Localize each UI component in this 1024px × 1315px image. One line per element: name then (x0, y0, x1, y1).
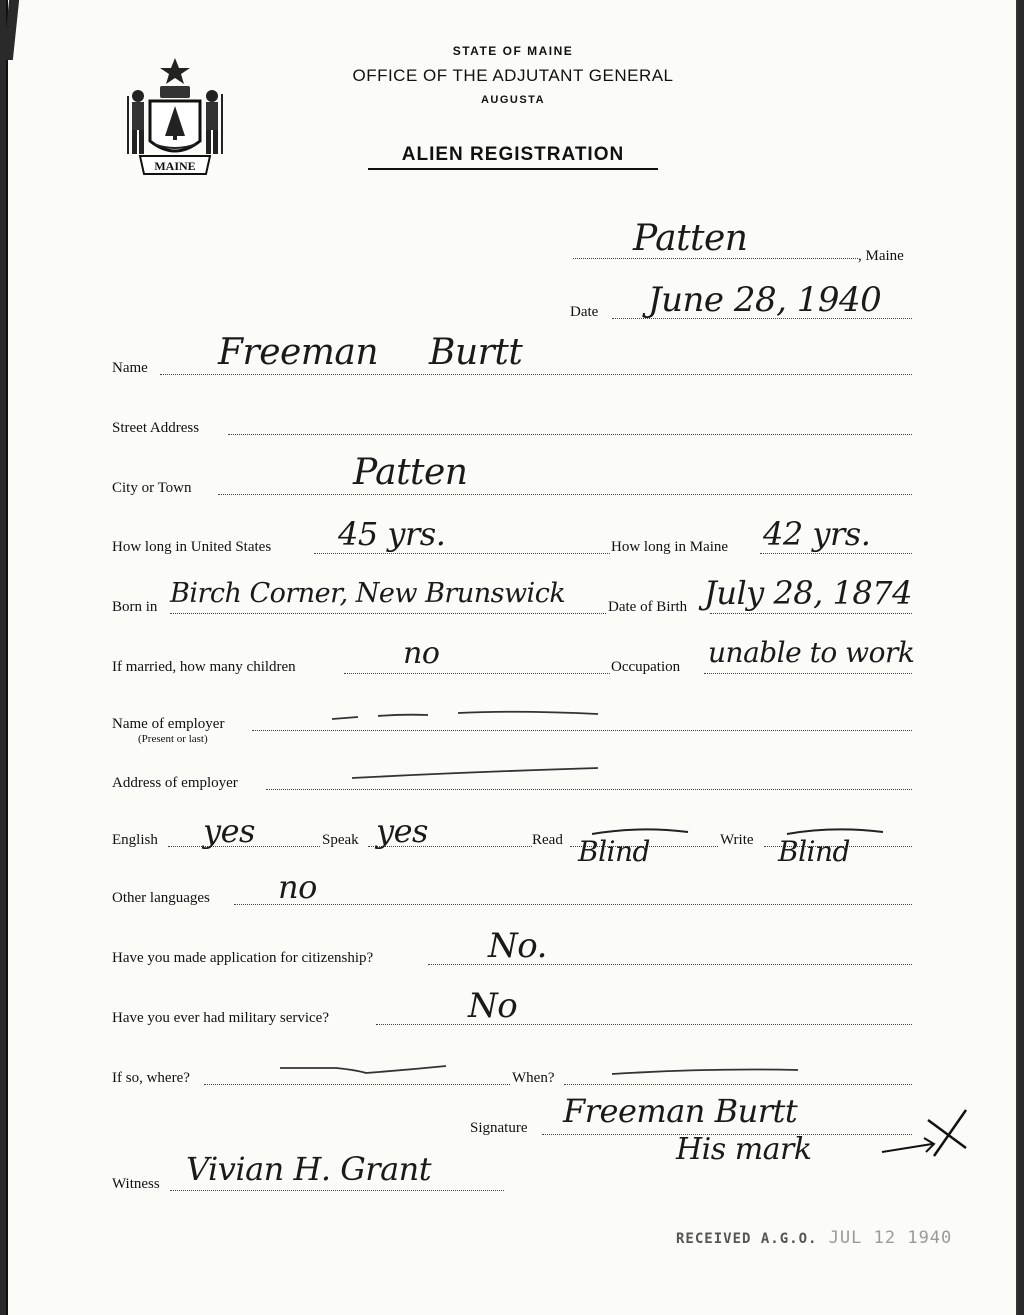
children-line (344, 673, 610, 674)
english-label: English (112, 832, 158, 848)
maine-state-seal (120, 56, 230, 181)
maine-value[interactable]: 42 yrs. (763, 515, 871, 553)
military-label: Have you ever had military service? (112, 1010, 329, 1026)
employer-address-line (266, 789, 912, 790)
seal-text: MAINE (154, 159, 196, 173)
military-line (376, 1024, 912, 1025)
employer-address-label: Address of employer (112, 775, 238, 791)
name-label: Name (112, 360, 148, 376)
speak-label: Speak (322, 832, 359, 848)
city-value[interactable]: Patten (353, 452, 468, 493)
received-stamp-text: RECEIVED A.G.O. (676, 1231, 818, 1247)
where-line (204, 1084, 510, 1085)
read-label: Read (532, 832, 563, 848)
children-value[interactable]: no (403, 636, 440, 671)
header-state: STATE OF MAINE (452, 44, 574, 58)
read-strikeout (588, 822, 698, 842)
date-label: Date (570, 304, 599, 320)
employer-label: Name of employer (112, 716, 225, 732)
received-stamp (676, 1228, 952, 1248)
write-value[interactable]: Blind (778, 835, 850, 868)
header-city: AUGUSTA (480, 94, 546, 106)
born-label: Born in (112, 599, 158, 615)
dob-label: Date of Birth (608, 599, 688, 615)
maine-line (760, 553, 912, 554)
occupation-line (704, 673, 912, 674)
citizenship-value[interactable]: No. (488, 926, 547, 966)
signature-x-mark (878, 1100, 988, 1170)
witness-line (170, 1190, 504, 1191)
place-value[interactable]: Patten (633, 218, 748, 259)
witness-value[interactable]: Vivian H. Grant (186, 1150, 432, 1188)
city-label: City or Town (112, 480, 192, 496)
date-value[interactable]: June 28, 1940 (648, 280, 882, 320)
citizenship-label: Have you made application for citizenship? (112, 950, 374, 966)
other-languages-line (234, 904, 912, 905)
dob-value[interactable]: July 28, 1874 (704, 574, 912, 612)
employer-line (252, 730, 912, 731)
signature-label: Signature (470, 1120, 528, 1136)
write-strikeout (783, 822, 893, 842)
military-value[interactable]: No (468, 986, 518, 1026)
when-dash-scrawl (608, 1062, 808, 1082)
dob-line (710, 613, 912, 614)
registration-form-page (6, 0, 1018, 1315)
city-line (218, 494, 912, 495)
name-line (160, 374, 912, 375)
occupation-label: Occupation (611, 659, 681, 675)
employer-dash-scrawl (328, 705, 608, 725)
speak-value[interactable]: yes (376, 812, 428, 850)
children-label: If married, how many children (112, 659, 296, 675)
other-languages-value[interactable]: no (278, 868, 317, 906)
other-languages-label: Other languages (112, 890, 210, 906)
signature-mark[interactable]: His mark (676, 1132, 812, 1167)
write-label: Write (720, 832, 754, 848)
born-line (170, 613, 606, 614)
us-label: How long in United States (112, 539, 272, 555)
scan-corner-shadow (3, 0, 19, 60)
when-label: When? (512, 1070, 555, 1086)
when-line (564, 1084, 912, 1085)
maine-label: How long in Maine (611, 539, 729, 555)
header-office: OFFICE OF THE ADJUTANT GENERAL (352, 66, 674, 85)
read-value[interactable]: Blind (578, 835, 650, 868)
place-suffix: , Maine (858, 248, 904, 264)
witness-label: Witness (112, 1176, 160, 1192)
street-label: Street Address (112, 420, 200, 436)
where-label: If so, where? (112, 1070, 190, 1086)
where-dash-scrawl (276, 1060, 456, 1080)
street-line (228, 434, 912, 435)
us-value[interactable]: 45 yrs. (338, 515, 446, 553)
born-value[interactable]: Birch Corner, New Brunswick (170, 578, 566, 609)
occupation-value[interactable]: unable to work (708, 636, 915, 669)
name-value[interactable]: Freeman Burtt (218, 332, 523, 373)
form-title: ALIEN REGISTRATION (368, 144, 658, 170)
employer-address-scrawl (348, 762, 608, 784)
english-value[interactable]: yes (203, 812, 255, 850)
us-line (314, 553, 610, 554)
employer-sublabel: (Present or last) (138, 733, 208, 745)
signature-value[interactable]: Freeman Burtt (563, 1092, 798, 1130)
received-stamp-date: JUL 12 1940 (828, 1228, 953, 1248)
